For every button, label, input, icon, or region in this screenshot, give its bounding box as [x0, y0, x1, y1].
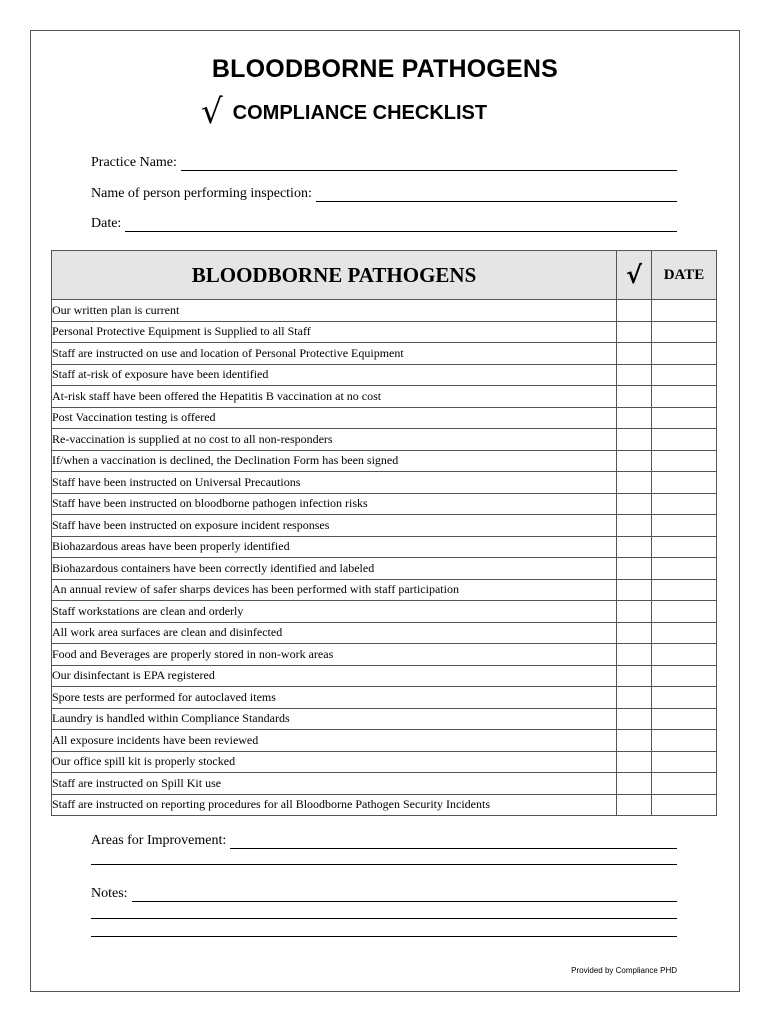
checklist-date-cell[interactable]	[652, 429, 717, 451]
checklist-date-cell[interactable]	[652, 493, 717, 515]
table-row	[52, 773, 717, 795]
checklist-item-text: Re-vaccination is supplied at no cost to all non-responders	[52, 429, 617, 451]
checklist-checkbox-cell[interactable]	[617, 601, 652, 623]
checklist-checkbox-cell[interactable]	[617, 751, 652, 773]
checklist-item-text: Post Vaccination testing is offered	[52, 407, 617, 429]
table-row	[52, 665, 717, 687]
checklist-date-cell[interactable]	[652, 343, 717, 365]
table-row	[52, 644, 717, 666]
checklist-checkbox-cell[interactable]	[617, 493, 652, 515]
areas-extra-line[interactable]	[91, 864, 677, 865]
checklist-checkbox-cell[interactable]	[617, 429, 652, 451]
checklist-checkbox-cell[interactable]	[617, 386, 652, 408]
practice-name-label: Practice Name:	[91, 155, 177, 170]
checklist-item-text: Staff at-risk of exposure have been identified	[52, 364, 617, 386]
table-row	[52, 601, 717, 623]
checklist-date-cell[interactable]	[652, 386, 717, 408]
table-row	[52, 730, 717, 752]
areas-input-line[interactable]	[230, 836, 677, 849]
checklist-checkbox-cell[interactable]	[617, 450, 652, 472]
table-row	[52, 407, 717, 429]
subtitle-row	[201, 92, 488, 132]
checklist-checkbox-cell[interactable]	[617, 665, 652, 687]
checklist-item-text: Our written plan is current	[52, 300, 617, 322]
table-row	[52, 622, 717, 644]
checklist-item-text: Staff have been instructed on bloodborne pathogen infection risks	[52, 493, 617, 515]
table-row	[52, 429, 717, 451]
practice-name-field	[91, 155, 677, 171]
table-body	[52, 300, 717, 816]
checklist-date-cell[interactable]	[652, 364, 717, 386]
table-row	[52, 343, 717, 365]
checklist-sheet	[30, 30, 740, 992]
inspector-label: Name of person performing inspection:	[91, 186, 312, 201]
checklist-date-cell[interactable]	[652, 773, 717, 795]
checklist-date-cell[interactable]	[652, 751, 717, 773]
table-row	[52, 472, 717, 494]
inspector-input-line[interactable]	[316, 189, 677, 202]
compliance-table	[51, 250, 717, 816]
checklist-checkbox-cell[interactable]	[617, 644, 652, 666]
check-column-heading: √	[617, 251, 652, 300]
checklist-date-cell[interactable]	[652, 407, 717, 429]
checklist-checkbox-cell[interactable]	[617, 364, 652, 386]
page-subtitle: COMPLIANCE CHECKLIST	[232, 102, 488, 124]
table-row	[52, 386, 717, 408]
table-row	[52, 536, 717, 558]
checklist-date-cell[interactable]	[652, 300, 717, 322]
checklist-item-text: Staff have been instructed on Universal Precautions	[52, 472, 617, 494]
checklist-checkbox-cell[interactable]	[617, 536, 652, 558]
checklist-checkbox-cell[interactable]	[617, 579, 652, 601]
checklist-date-cell[interactable]	[652, 601, 717, 623]
checklist-item-text: Biohazardous areas have been properly identified	[52, 536, 617, 558]
checklist-date-cell[interactable]	[652, 472, 717, 494]
checklist-checkbox-cell[interactable]	[617, 407, 652, 429]
notes-label: Notes:	[91, 886, 128, 901]
checklist-date-cell[interactable]	[652, 687, 717, 709]
checklist-date-cell[interactable]	[652, 708, 717, 730]
checklist-date-cell[interactable]	[652, 665, 717, 687]
checklist-date-cell[interactable]	[652, 558, 717, 580]
checklist-checkbox-cell[interactable]	[617, 708, 652, 730]
date-label: Date:	[91, 216, 122, 231]
date-column-heading: DATE	[652, 251, 717, 300]
checklist-item-text: Biohazardous containers have been correctly identified and labeled	[52, 558, 617, 580]
checklist-item-text: An annual review of safer sharps devices has been performed with staff participation	[52, 579, 617, 601]
areas-for-improvement-field	[91, 833, 677, 849]
checklist-item-text: Spore tests are performed for autoclaved items	[52, 687, 617, 709]
date-input-line[interactable]	[125, 219, 677, 232]
table-row	[52, 558, 717, 580]
checklist-item-text: Our disinfectant is EPA registered	[52, 665, 617, 687]
checklist-item-text: Staff are instructed on Spill Kit use	[52, 773, 617, 795]
checklist-checkbox-cell[interactable]	[617, 472, 652, 494]
table-header-row	[52, 251, 717, 300]
checklist-checkbox-cell[interactable]	[617, 515, 652, 537]
areas-label: Areas for Improvement:	[91, 833, 227, 848]
inspector-field	[91, 186, 677, 202]
checklist-checkbox-cell[interactable]	[617, 300, 652, 322]
checklist-date-cell[interactable]	[652, 536, 717, 558]
notes-input-line[interactable]	[132, 889, 677, 902]
check-mark-icon: √	[201, 92, 223, 132]
notes-extra-line-2[interactable]	[91, 936, 677, 937]
table-row	[52, 321, 717, 343]
notes-extra-line-1[interactable]	[91, 918, 677, 919]
checklist-checkbox-cell[interactable]	[617, 794, 652, 816]
checklist-date-cell[interactable]	[652, 450, 717, 472]
checklist-date-cell[interactable]	[652, 579, 717, 601]
checklist-date-cell[interactable]	[652, 321, 717, 343]
checklist-item-text: Laundry is handled within Compliance Standards	[52, 708, 617, 730]
table-row	[52, 751, 717, 773]
checklist-item-text: Personal Protective Equipment is Supplied to all Staff	[52, 321, 617, 343]
checklist-item-text: Staff are instructed on use and location of Personal Protective Equipment	[52, 343, 617, 365]
table-row	[52, 687, 717, 709]
notes-field	[91, 886, 677, 902]
table-row	[52, 450, 717, 472]
checklist-item-text: Staff workstations are clean and orderly	[52, 601, 617, 623]
checklist-item-text: Staff are instructed on reporting procedures for all Bloodborne Pathogen Security Incidents	[52, 794, 617, 816]
table-row	[52, 364, 717, 386]
page-title: BLOODBORNE PATHOGENS	[211, 55, 559, 83]
checklist-item-text: At-risk staff have been offered the Hepatitis B vaccination at no cost	[52, 386, 617, 408]
checklist-item-text: Our office spill kit is properly stocked	[52, 751, 617, 773]
table-row	[52, 794, 717, 816]
practice-name-input-line[interactable]	[181, 158, 677, 171]
checklist-item-text: Food and Beverages are properly stored in non-work areas	[52, 644, 617, 666]
checklist-date-cell[interactable]	[652, 515, 717, 537]
checklist-item-text: All exposure incidents have been reviewed	[52, 730, 617, 752]
checklist-item-text: If/when a vaccination is declined, the Declination Form has been signed	[52, 450, 617, 472]
table-heading: BLOODBORNE PATHOGENS	[52, 251, 617, 300]
checklist-checkbox-cell[interactable]	[617, 687, 652, 709]
table-row	[52, 708, 717, 730]
checklist-date-cell[interactable]	[652, 730, 717, 752]
checklist-checkbox-cell[interactable]	[617, 730, 652, 752]
table-row	[52, 493, 717, 515]
table-row	[52, 579, 717, 601]
checklist-checkbox-cell[interactable]	[617, 622, 652, 644]
date-field	[91, 216, 677, 232]
table-row	[52, 300, 717, 322]
checklist-checkbox-cell[interactable]	[617, 343, 652, 365]
checklist-date-cell[interactable]	[652, 794, 717, 816]
checklist-checkbox-cell[interactable]	[617, 558, 652, 580]
checklist-date-cell[interactable]	[652, 622, 717, 644]
checklist-item-text: Staff have been instructed on exposure incident responses	[52, 515, 617, 537]
checklist-item-text: All work area surfaces are clean and disinfected	[52, 622, 617, 644]
checklist-checkbox-cell[interactable]	[617, 321, 652, 343]
checklist-checkbox-cell[interactable]	[617, 773, 652, 795]
footer-credit: Provided by Compliance PHD	[571, 966, 677, 975]
table-row	[52, 515, 717, 537]
checklist-date-cell[interactable]	[652, 644, 717, 666]
